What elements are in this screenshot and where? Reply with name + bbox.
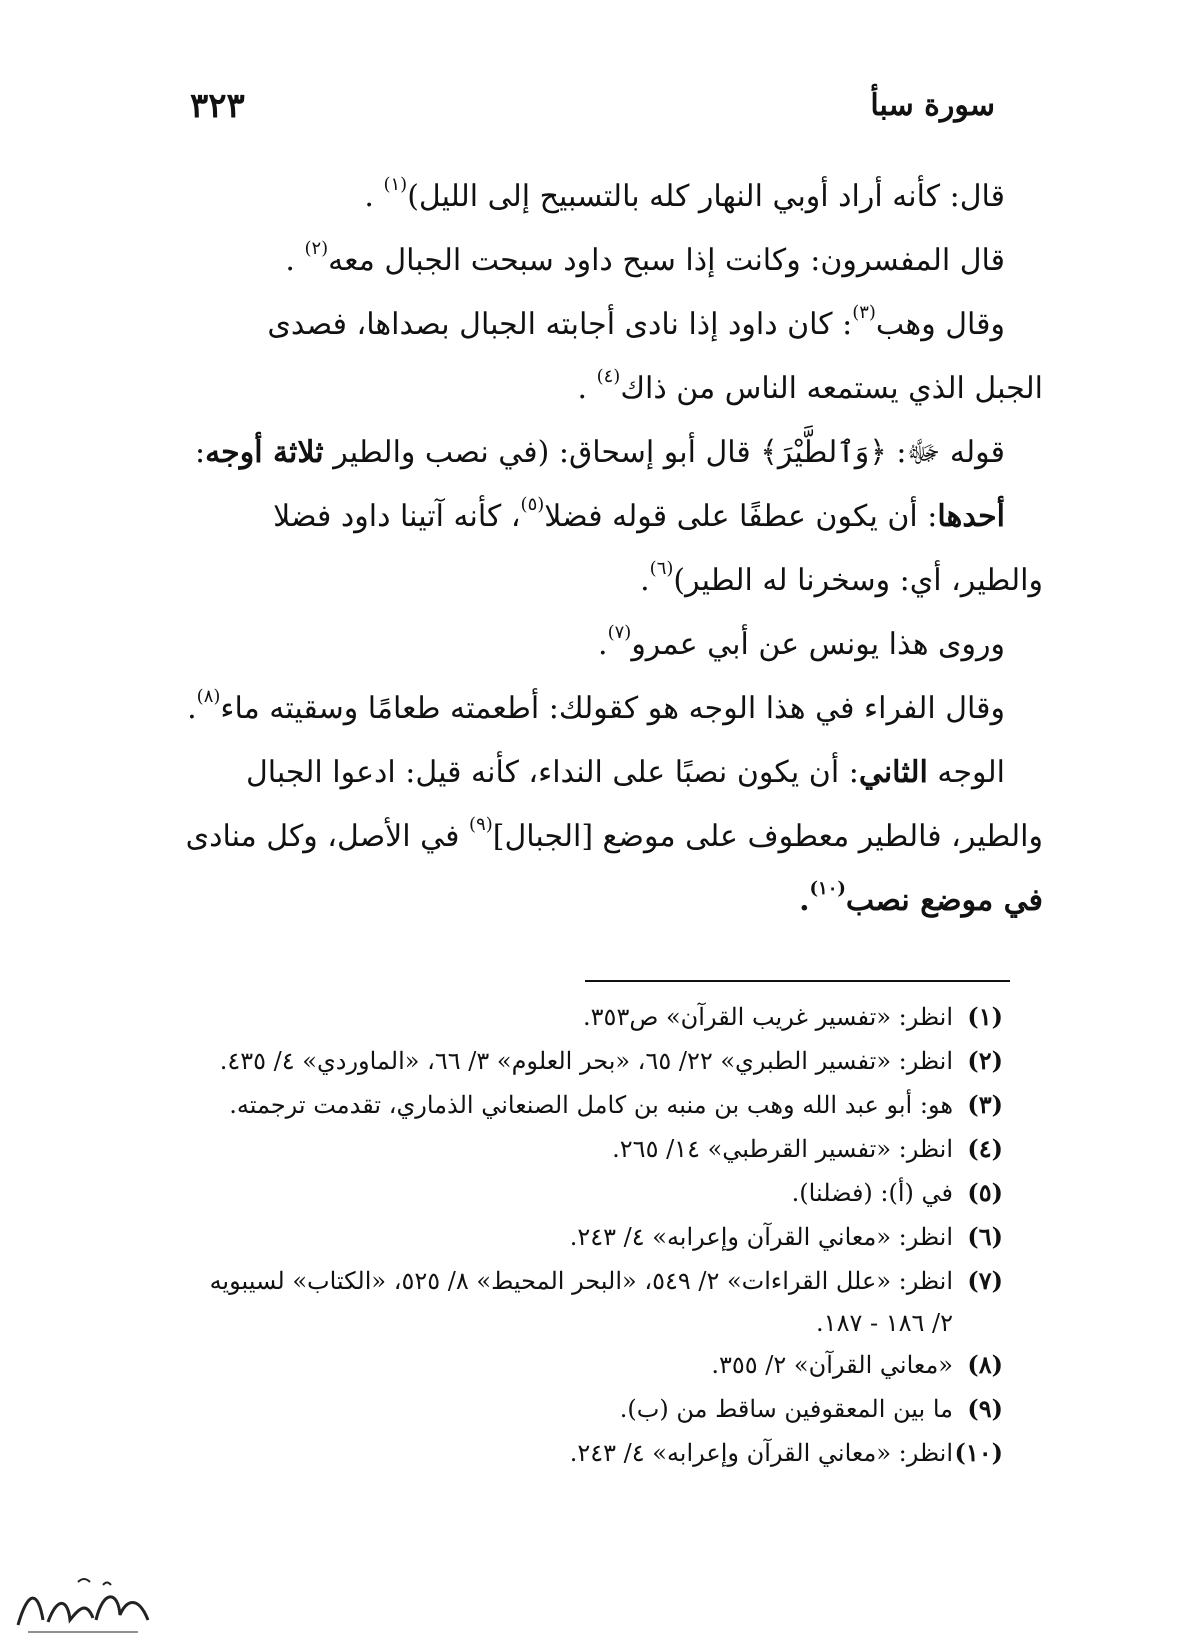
footnote-ref[interactable]: (١) [383,174,408,195]
footnote-divider [585,980,1010,982]
footnote-item: (١) انظر: «تفسير غريب القرآن» ص٣٥٣. [583,1002,1003,1031]
footnote-ref[interactable]: (٩) [469,814,493,835]
page-header [190,88,995,138]
footnote-item: (٧) انظر: «علل القراءات» ٢/ ٥٤٩، «البحر المحيط» ٨/ ٥٢٥، «الكتاب» لسيبويه [209,1266,1003,1295]
library-stamp-logo [8,1570,158,1640]
text-line-12: في موضع نصب$^{(١٠)}$. [799,878,1043,918]
main-text [125,165,1043,933]
page-number: ٣٢٣ [190,86,245,126]
text-line-3: وقال وهب$^{(٣)}$: كان داود إذا نادى أجابته الجبال بصداها، فصدى [267,302,1005,342]
footnote-item: (٩) ما بين المعقوفين ساقط من (ب). [619,1394,1003,1423]
text-line-4: الجبل الذي يستمعه الناس من ذاك$^{(٤)}$ . [577,366,1043,406]
footnote-item: (٨) «معاني القرآن» ٢/ ٣٥٥. [711,1350,1003,1379]
footnote-ref[interactable]: (٦) [649,558,674,579]
footnote-item: (٦) انظر: «معاني القرآن وإعرابه» ٤/ ٢٤٣. [569,1222,1003,1251]
footnote-ref[interactable]: (٤) [596,366,621,387]
footnotes [135,995,1003,1475]
footnote-item: (٢) انظر: «تفسير الطبري» ٢٢/ ٦٥، «بحر العلوم» ٣/ ٦٦، «الماوردي» ٤/ ٤٣٥. [219,1046,1003,1075]
footnote-ref[interactable]: (٧) [607,622,632,643]
footnote-ref[interactable]: (٣) [852,302,876,323]
footnote-ref[interactable]: (١٠) [809,878,846,899]
footnote-ref[interactable]: (٢) [304,238,329,259]
footnote-item: (٥) في (أ): (فضلنا). [791,1178,1003,1207]
footnote-continuation: ٢/ ١٨٦ - ١٨٧. [816,1309,953,1337]
text-line-7: والطير، أي: وسخرنا له الطير)$^{(٦)}$. [640,558,1043,598]
text-line-1: قال: كأنه أراد أوبي النهار كله بالتسبيح إلى الليل)$^{(١)}$ . [364,174,1005,214]
footnote-ref[interactable]: (٨) [196,686,221,707]
text-line-8: وروى هذا يونس عن أبي عمرو$^{(٧)}$. [598,622,1005,662]
text-line-2: قال المفسرون: وكانت إذا سبح داود سبحت الجبال معه$^{(٢)}$ . [285,238,1005,278]
footnote-ref[interactable]: (٥) [520,494,545,515]
footnote-item: (٣) هو: أبو عبد الله وهب بن منبه بن كامل الصنعاني الذماري، تقدمت ترجمته. [229,1090,1003,1119]
text-line-9: وقال الفراء في هذا الوجه هو كقولك: أطعمته طعامًا وسقيته ماء$^{(٨)}$. [187,686,1005,726]
text-line-11: والطير، فالطير معطوف على موضع [الجبال]$^{(٩)}$ في الأصل، وكل منادى [185,814,1043,854]
sura-title: سورة سبأ [870,88,995,123]
footnote-item: (٤) انظر: «تفسير القرطبي» ١٤/ ٢٦٥. [612,1134,1003,1163]
footnote-item: (١٠) انظر: «معاني القرآن وإعرابه» ٤/ ٢٤٣. [569,1438,1003,1467]
text-line-10: الوجه الثاني: أن يكون نصبًا على النداء، كأنه قيل: ادعوا الجبال [245,755,1005,790]
text-line-6: أحدها: أن يكون عطفًا على قوله فضلا$^{(٥)}$، كأنه آتينا داود فضلا [273,494,1005,534]
text-line-5: قوله ﷻ: ﴿وَٱلطَّيْرَ﴾ قال أبو إسحاق: (في نصب والطير ثلاثة أوجه: [194,435,1005,470]
